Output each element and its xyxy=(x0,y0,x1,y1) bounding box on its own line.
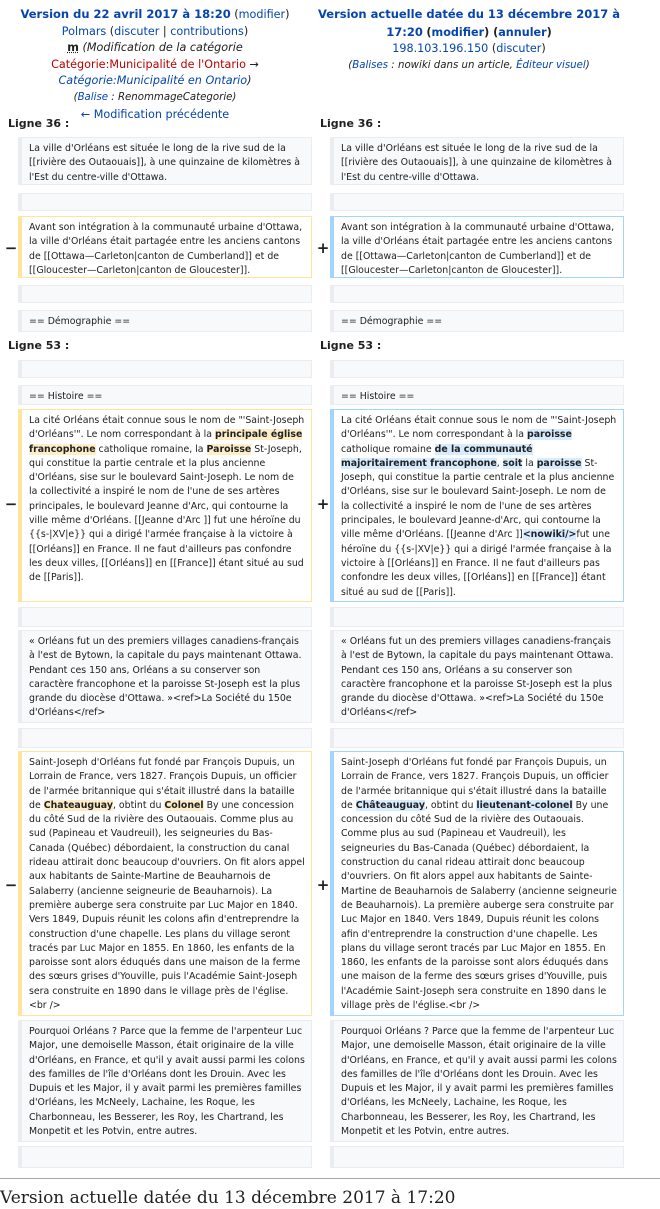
context-line-right xyxy=(330,385,624,405)
revision-heading-text: Version actuelle datée du 13 décembre 2017 à 17:20 xyxy=(0,1188,456,1208)
current-revision-link[interactable]: Version actuelle datée du 13 décembre 2017 à 17:20 xyxy=(318,7,620,39)
old-modify-link[interactable]: modifier xyxy=(238,8,286,21)
context-line-right xyxy=(330,310,624,332)
added-line xyxy=(330,216,624,278)
context-text: « Orléans fut un des premiers villages canadiens-français à l'est de Bytown, la capitale du pays maintenant Ottawa. Pendant ces 150 ans, Orléans a su conserver son caractère francophone et la paroisse St-Joseph est la plus grande du diocèse d'Ottawa. »<ref>La Société du 150e d'Orléans</ref> xyxy=(341,636,614,719)
deleted-word: Chateauguay xyxy=(43,799,113,811)
deleted-line xyxy=(18,751,312,1016)
deleted-line xyxy=(18,216,312,278)
line-number-left-36: Ligne 36 : xyxy=(8,117,70,130)
context-empty-left xyxy=(18,1146,312,1168)
line-number-left-53: Ligne 53 : xyxy=(8,339,70,352)
old-revision-link[interactable]: Version du 22 avril 2017 à 18:20 xyxy=(20,7,231,21)
context-empty-left xyxy=(18,607,312,627)
context-text: La ville d'Orléans est située le long de la rive sud de la [[rivière des Outaouais]], à une quinzaine de kilomètres à l'Est du centre-ville d'Ottawa. xyxy=(29,143,301,183)
context-empty-right xyxy=(330,193,624,211)
deleted-text: Avant son intégration à la communauté urbaine d'Ottawa, la ville d'Orléans était partagée entre les anciens cantons de [[Ottawa—Carleton|canton de Cumberland]] et de [[Gloucester—Carleton|canton de Gloucester]]. xyxy=(29,222,303,276)
new-category-link[interactable]: Catégorie:Municipalité en Ontario xyxy=(58,74,248,88)
ip-user-link[interactable]: 198.103.196.150 xyxy=(392,42,489,56)
context-empty-right xyxy=(330,1146,624,1168)
context-line-right xyxy=(330,137,624,185)
old-category-link[interactable]: Catégorie:Municipalité de l'Ontario xyxy=(51,57,246,71)
context-empty-left xyxy=(18,285,312,303)
context-text: Pourquoi Orléans ? Parce que la femme de l'arpenteur Luc Major, une demoiselle Masson, était originaire de la ville d'Orléans, en France, et qu'il y avait aussi parmi les colons des familles de l'île d'Orléans dont les Drouin. Avec les Dupuis et les Major, il y avait parmi les premières familles d'Orléans, les McNeely, Lachaine, les Roque, les Charbonneau, les Besserer, les Roy, les Chartrand, les Monpetit et les Potvin, entre autres. xyxy=(29,1026,305,1138)
context-empty-right xyxy=(330,607,624,627)
context-line-left xyxy=(18,1020,312,1142)
old-user-link[interactable]: Polmars xyxy=(61,24,107,38)
deleted-word: Paroisse xyxy=(206,443,252,455)
context-line-left xyxy=(18,310,312,332)
context-empty-right xyxy=(330,360,624,378)
current-modify-link[interactable]: modifier xyxy=(431,25,485,39)
tag-visual-editor-link[interactable]: Éditeur visuel xyxy=(516,59,586,71)
deleted-line-marker: − xyxy=(4,495,18,513)
added-word: Châteauguay xyxy=(355,799,425,811)
current-discuss-link[interactable]: discuter xyxy=(496,42,542,56)
context-text: == Histoire == xyxy=(341,391,415,402)
context-text: == Histoire == xyxy=(29,391,103,402)
context-empty-right xyxy=(330,285,624,303)
tags-label-link[interactable]: Balises xyxy=(352,59,389,71)
deleted-line-marker: − xyxy=(4,876,18,894)
old-revision-header: Version du 22 avril 2017 à 18:20 (modifier) Polmars (discuter | contributions) m (Modification de la catégorie Catégorie:Municipalité de l'Ontario → Catégorie:Municipalité en Ontario) (Balise : RenommageCategorie) ← Modification précédente xyxy=(20,7,290,121)
tag-nowiki: nowiki dans un article xyxy=(397,59,510,71)
context-empty-left xyxy=(18,728,312,748)
context-text: Pourquoi Orléans ? Parce que la femme de l'arpenteur Luc Major, une demoiselle Masson, était originaire de la ville d'Orléans, en France, et qu'il y avait aussi parmi les colons des familles de l'île d'Orléans dont les Drouin. Avec les Dupuis et les Major, il y avait parmi les premières familles d'Orléans, les McNeely, Lachaine, les Roque, les Charbonneau, les Besserer, les Roy, les Chartrand, les Monpetit et les Potvin, entre autres. xyxy=(341,1026,617,1138)
summary-arrow: → xyxy=(245,57,259,71)
deleted-word: principale église francophone xyxy=(29,429,303,455)
tag-label-link[interactable]: Balise xyxy=(77,91,109,103)
previous-edit-link[interactable]: ← Modification précédente xyxy=(80,107,230,121)
line-number-right-36: Ligne 36 : xyxy=(320,117,382,130)
context-line-right xyxy=(330,630,624,723)
context-empty-left xyxy=(18,360,312,378)
added-line xyxy=(330,409,624,602)
context-text: La ville d'Orléans est située le long de la rive sud de la [[rivière des Outaouais]], à une quinzaine de kilomètres à l'Est du centre-ville d'Ottawa. xyxy=(341,143,613,183)
added-text: Saint-Joseph d'Orléans fut fondé par François Dupuis, un Lorrain de France, vers 1827. François Dupuis, un officier de l'armée britannique qui s'était illustré dans la bataille de Châteauguay, obtint du lieutenant-colonel By une concession du côté Sud de la rivière des Outaouais. Comme plus au sud (Papineau et Vaudreuil), les seigneuries du Bas-Canada (Québec) débordaient, la construction du canal rideau attirait donc beaucoup d'ouvriers. On fit alors appel aux habitants de Sainte-Martine de Beauharnois de Salaberry (ancienne seigneurie de Beauharnois). La première auberge sera construite par Luc Major en 1840. Vers 1849, Dupuis réunit les colons afin d'entreprendre la construction d'une chapelle. Les plans du village seront tracés par Luc Major en 1855. En 1860, les enfants de la paroisse sont alors éduqués dans une maison de la ferme des sœurs grises d'Youville, puis l'Académie Saint-Joseph sera construite en 1890 dans le village près de l'église.<br /> xyxy=(341,757,617,1012)
context-text: == Démographie == xyxy=(29,316,131,327)
added-word: lieutenant-colonel xyxy=(476,799,573,811)
context-empty-right xyxy=(330,728,624,748)
added-word: de la communauté majoritairement francophone xyxy=(341,443,533,469)
added-line xyxy=(330,751,624,1016)
deleted-line-marker: − xyxy=(4,239,18,257)
edit-summary-prefix: (Modification de la catégorie xyxy=(82,41,243,55)
context-empty-left xyxy=(18,193,312,211)
added-word: paroisse xyxy=(536,457,582,469)
added-word: <nowiki/> xyxy=(522,529,577,541)
revision-heading xyxy=(0,1178,660,1209)
added-text: Avant son intégration à la communauté urbaine d'Ottawa, la ville d'Orléans était partagée entre les anciens cantons de [[Ottawa—Carleton|canton de Cumberland]] et de [[Gloucester—Carleton|canton de Gloucester]]. xyxy=(341,222,615,276)
added-line-marker: + xyxy=(316,876,330,894)
minor-edit-flag: m xyxy=(67,41,79,55)
context-text: == Démographie == xyxy=(341,316,443,327)
added-word: soit xyxy=(502,457,523,469)
undo-link[interactable]: annuler xyxy=(498,25,547,39)
deleted-word: Colonel xyxy=(164,799,204,811)
added-text: La cité Orléans était connue sous le nom de "'Saint-Joseph d'Orléans'". Le nom correspondant à la paroisse catholique romaine de la communauté majoritairement francophone, soit la paroisse St-Joseph, qui constitue la partie centrale et la plus ancienne d'Orléans, sise sur le boulevard Saint-Joseph. Le nom de la collectivité a inspiré le nom de l'une de ses artères principales, le boulevard Jeanne-d'Arc, qui contourne la ville même d'Orléans. [[Jeanne d'Arc ]]<nowiki/>fut une héroïne du {{s-|XV|e}} qui a dirigé l'armée française à la victoire à [[Orléans]] en France. Il ne faut d'ailleurs pas confondre les deux villes, [[Orléans]] en [[France]] étant situé au sud de [[Paris]]. xyxy=(341,415,617,598)
context-line-left xyxy=(18,630,312,723)
current-revision-header: Version actuelle datée du 13 décembre 2017 à 17:20 (modifier) (annuler) 198.103.196.150 (discuter) (Balises : nowiki dans un article, Éditeur visuel) xyxy=(318,7,620,71)
context-line-left xyxy=(18,385,312,405)
deleted-text: Saint-Joseph d'Orléans fut fondé par François Dupuis, un Lorrain de France, vers 1827. François Dupuis, un officier de l'armée britannique qui s'était illustré dans la bataille de Chateauguay, obtint du Colonel By une concession du côté Sud de la rivière des Outaouais. Comme plus au sud (Papineau et Vaudreuil), les seigneuries du Bas-Canada (Québec) débordaient, la construction du canal rideau attirait donc beaucoup d'ouvriers. On fit alors appel aux habitants de Sainte-Martine de Beauharnois de Salaberry (ancienne seigneurie de Beauharnois). La première auberge sera construite par Luc Major en 1840. Vers 1849, Dupuis réunit les colons afin d'entreprendre la construction d'une chapelle. Les plans du village seront tracés par Luc Major en 1855. En 1860, les enfants de la paroisse sont alors éduqués dans une maison de la ferme des sœurs grises d'Youville, puis l'Académie Saint-Joseph sera construite en 1890 dans le village près de l'église.<br /> xyxy=(29,757,305,1012)
old-discuss-link[interactable]: discuter xyxy=(114,24,160,38)
tag-value: RenommageCategorie xyxy=(117,91,233,103)
line-number-right-53: Ligne 53 : xyxy=(320,339,382,352)
context-line-left xyxy=(18,137,312,185)
old-contributions-link[interactable]: contributions xyxy=(170,24,244,38)
added-word: paroisse xyxy=(527,429,572,441)
added-line-marker: + xyxy=(316,495,330,513)
context-text: « Orléans fut un des premiers villages canadiens-français à l'est de Bytown, la capitale du pays maintenant Ottawa. Pendant ces 150 ans, Orléans a su conserver son caractère francophone et la paroisse St-Joseph est la plus grande du diocèse d'Ottawa. »<ref>La Société du 150e d'Orléans</ref> xyxy=(29,636,302,719)
deleted-text: La cité Orléans était connue sous le nom de "'Saint-Joseph d'Orléans'". Le nom correspondant à la principale église francophone catholique romaine, la Paroisse St-Joseph, qui constitue la partie centrale et la plus ancienne d'Orléans, sise sur le boulevard Saint-Joseph. Le nom de la collectivité a inspiré le nom de l'une de ses artères principales, le boulevard Jeanne d'Arc, qui contourne la ville même d'Orléans. [[Jeanne d'Arc ]] fut une héroïne du {{s-|XV|e}} qui a dirigé l'armée française à la victoire à [[Orléans]] en France. Il ne faut d'ailleurs pas confondre les deux villes, [[Orléans]] en [[France]] étant situé au sud de [[Paris]]. xyxy=(29,415,305,584)
added-line-marker: + xyxy=(316,239,330,257)
context-line-right xyxy=(330,1020,624,1142)
deleted-line xyxy=(18,409,312,602)
